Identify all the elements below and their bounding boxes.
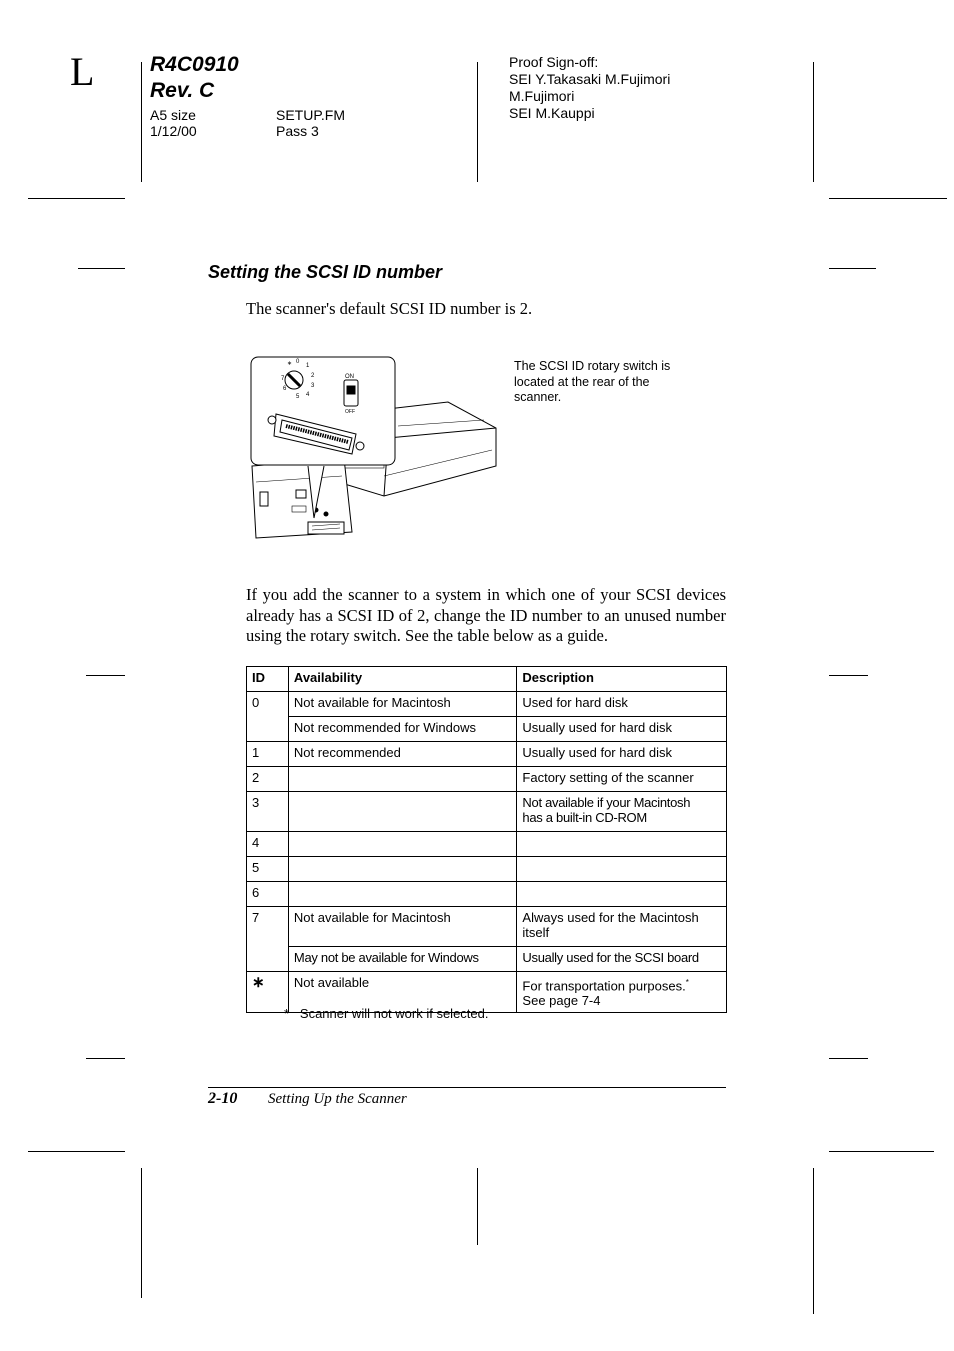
availability-cell — [288, 832, 517, 857]
crop-mark — [813, 62, 814, 182]
header-model-block — [150, 52, 239, 104]
table-footnote: * Scanner will not work if selected. — [284, 1006, 489, 1021]
description-cell: Usually used for hard disk — [517, 717, 727, 742]
availability-cell: Not available for Macintosh — [288, 907, 517, 947]
id-cell — [247, 717, 289, 742]
size-label: A5 size — [150, 107, 196, 123]
table-row — [247, 832, 727, 857]
table-row — [247, 792, 727, 832]
description-line: has a built-in CD-ROM — [522, 810, 647, 825]
id-cell: 1 — [247, 742, 289, 767]
footer-rule — [208, 1087, 726, 1088]
crop-mark — [141, 1168, 142, 1298]
table-row — [247, 946, 727, 971]
crop-mark — [829, 675, 868, 676]
id-cell: 7 — [247, 907, 289, 947]
description-cell: Factory setting of the scanner — [517, 767, 727, 792]
description-cell — [517, 882, 727, 907]
dial-label: 6 — [283, 386, 287, 392]
scanner-illustration — [248, 354, 500, 544]
description-cell: Usually used for the SCSI board — [517, 946, 727, 971]
crop-mark — [829, 268, 876, 269]
dial-label: 3 — [311, 383, 315, 389]
column-header-id: ID — [247, 667, 289, 692]
proof-line: SEI M.Kauppi — [509, 105, 595, 121]
availability-cell — [288, 792, 517, 832]
proof-line: M.Fujimori — [509, 88, 575, 104]
scsi-id-table — [246, 666, 727, 1013]
table-header-row — [247, 667, 727, 692]
footnote-marker: * — [685, 977, 689, 987]
id-cell: 3 — [247, 792, 289, 832]
crop-mark — [141, 62, 142, 182]
crop-mark — [28, 1151, 125, 1152]
description-cell — [517, 832, 727, 857]
description-line: See page 7-4 — [522, 992, 601, 1008]
availability-cell: May not be available for Windows — [288, 946, 517, 971]
crop-mark — [829, 198, 947, 199]
chapter-title: Setting Up the Scanner — [268, 1091, 407, 1107]
table-row — [247, 692, 727, 717]
id-cell: 5 — [247, 857, 289, 882]
dial-label: 7 — [281, 376, 285, 382]
crop-mark — [829, 1058, 868, 1059]
dial-label: 2 — [311, 373, 315, 379]
description-cell — [517, 907, 727, 947]
guide-paragraph: If you add the scanner to a system in which one of your SCSI devices already has a SCSI ID of 2, change the ID number to an unused number using the rotary switch. See the table below as a guide. — [246, 585, 726, 645]
crop-mark — [829, 1151, 934, 1152]
availability-cell: Not available for Macintosh — [288, 692, 517, 717]
header-pass: Pass 3 — [276, 123, 319, 139]
column-header-description: Description — [517, 667, 727, 692]
id-cell — [247, 946, 289, 971]
crop-mark — [78, 268, 125, 269]
availability-cell: Not recommended — [288, 742, 517, 767]
proof-line: SEI Y.Takasaki M.Fujimori — [509, 71, 671, 87]
header-file: SETUP.FM — [276, 107, 345, 123]
dial-label: 5 — [296, 394, 300, 400]
description-line: Always used for the Macintosh — [522, 910, 699, 925]
description-line — [522, 975, 721, 993]
description-cell — [517, 971, 727, 1012]
dial-label: 4 — [306, 392, 310, 398]
table-row — [247, 767, 727, 792]
table-row — [247, 717, 727, 742]
availability-cell — [288, 882, 517, 907]
table-row — [247, 907, 727, 947]
description-cell — [517, 857, 727, 882]
header-letter: L — [70, 49, 95, 94]
description-text: For transportation purposes. — [522, 977, 686, 993]
dial-label: 0 — [296, 359, 300, 365]
description-line: Not available if your Macintosh — [522, 795, 691, 810]
table-row — [247, 882, 727, 907]
description-cell: Usually used for hard disk — [517, 742, 727, 767]
dial-label: 1 — [306, 363, 310, 369]
switch-off-label: OFF — [345, 409, 355, 415]
id-cell: 6 — [247, 882, 289, 907]
crop-mark — [477, 1168, 478, 1245]
dial-label: ∗ — [287, 361, 293, 367]
availability-cell: Not recommended for Windows — [288, 717, 517, 742]
intro-paragraph: The scanner's default SCSI ID number is 2. — [246, 299, 533, 318]
availability-cell: Not available — [288, 971, 517, 1012]
id-cell: ∗ — [247, 971, 289, 1012]
table-row — [247, 857, 727, 882]
id-cell: 4 — [247, 832, 289, 857]
id-cell: 0 — [247, 692, 289, 717]
header-date: 1/12/00 — [150, 123, 197, 139]
proof-signoff — [509, 54, 670, 122]
figure-caption: The SCSI ID rotary switch is located at the rear of the scanner. — [514, 359, 671, 404]
section-title: Setting the SCSI ID number — [208, 262, 443, 282]
description-line: itself — [522, 925, 550, 940]
crop-mark — [813, 1168, 814, 1314]
crop-mark — [86, 1058, 125, 1059]
revision: Rev. C — [150, 79, 215, 102]
crop-mark — [86, 675, 125, 676]
model-number: R4C0910 — [150, 53, 239, 76]
proof-line: Proof Sign-off: — [509, 54, 599, 70]
availability-cell — [288, 857, 517, 882]
description-cell — [517, 792, 727, 832]
crop-mark — [477, 62, 478, 182]
crop-mark — [28, 198, 125, 199]
switch-on-label: ON — [345, 374, 354, 380]
table-row — [247, 742, 727, 767]
availability-cell — [288, 767, 517, 792]
id-cell: 2 — [247, 767, 289, 792]
description-cell: Used for hard disk — [517, 692, 727, 717]
column-header-availability: Availability — [288, 667, 517, 692]
page-number: 2-10 — [208, 1090, 238, 1107]
